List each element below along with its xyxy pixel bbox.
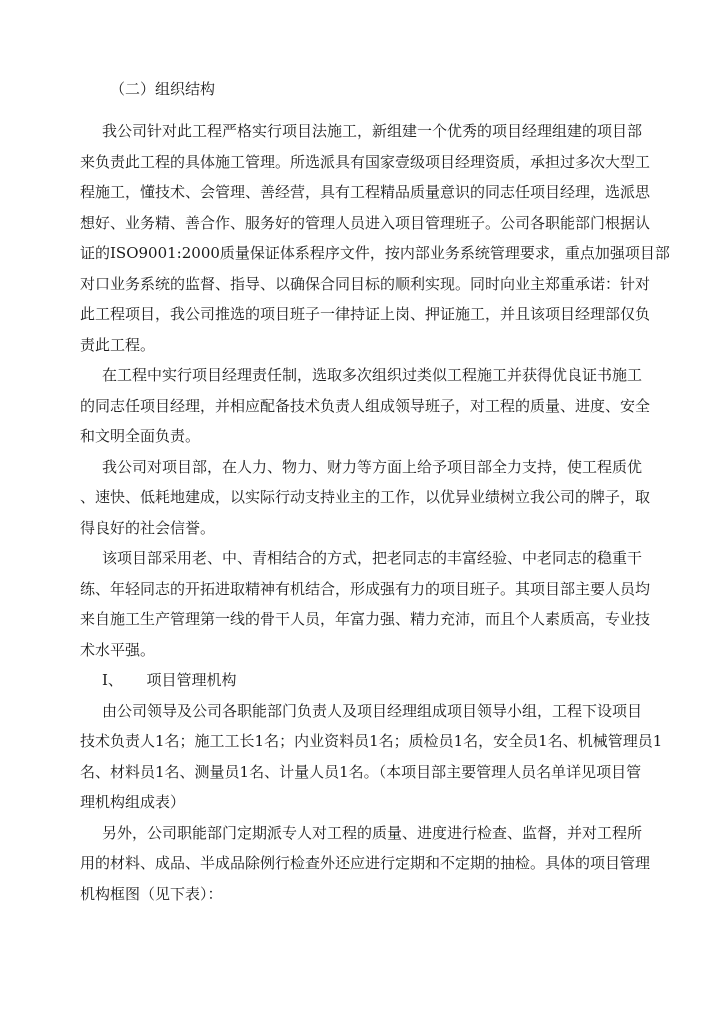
text-line: 、速快、低耗地建成，以实际行动支持业主的工作，以优异业绩树立我公司的牌子，取 — [80, 488, 651, 506]
text-line: 和文明全面负责。 — [80, 427, 201, 445]
sub-heading-title: 项目管理机构 — [146, 671, 237, 689]
text-line: 技术负责人1名；施工工长1名；内业资料员1名；质检员1名，安全员1名、机械管理员1 — [80, 732, 663, 750]
text-line: 我公司对项目部，在人力、物力、财力等方面上给予项目部全力支持，使工程质优 — [102, 457, 643, 476]
text-line: 练、年轻同志的开拓进取精神有机结合，形成强有力的项目班子。其项目部主要人员均 — [80, 579, 651, 598]
paragraph-3 — [80, 452, 651, 544]
text-line: 得良好的社会信誉。 — [80, 518, 216, 537]
text-line: 证的ISO9001:2000质量保证体系程序文件，按内部业务系统管理要求，重点加强项目部 — [80, 244, 670, 262]
text-line: 来负责此工程的具体施工管理。所选派具有国家壹级项目经理资质，承担过多次大型工 — [80, 152, 651, 171]
text-line: 的同志任项目经理，并相应配备技术负责人组成领导班子，对工程的质量、进度、安全 — [80, 396, 651, 415]
paragraph-5 — [80, 696, 663, 818]
text-line: 另外，公司职能部门定期派专人对工程的质量、进度进行检查、监督，并对工程所 — [102, 823, 643, 842]
text-line: 由公司领导及公司各职能部门负责人及项目经理组成项目领导小组，工程下设项目 — [102, 701, 643, 720]
text-line: 程施工，懂技术、会管理、善经营，具有工程精品质量意识的同志任项目经理，选派思 — [80, 183, 651, 201]
text-line: 术水平强。 — [80, 640, 156, 659]
text-line: 在工程中实行项目经理责任制，选取多次组织过类似工程施工并获得优良证书施工 — [102, 366, 643, 384]
text-line: 此工程项目，我公司推选的项目班子一律持证上岗、押证施工，并且该项目经理部仅负 — [80, 305, 651, 323]
sub-heading — [102, 665, 630, 696]
paragraph-2 — [80, 360, 651, 452]
text-line: 用的材料、成品、半成品除例行检查外还应进行定期和不定期的抽检。具体的项目管理 — [80, 854, 651, 872]
text-line: 机构框图（见下表）： — [80, 884, 223, 903]
text-line: 理机构组成表） — [80, 793, 186, 811]
text-line: 来自施工生产管理第一线的骨干人员，年富力强、精力充沛，而且个人素质高，专业技 — [80, 610, 651, 628]
text-line: 我公司针对此工程严格实行项目法施工，新组建一个优秀的项目经理组建的项目部 — [102, 122, 643, 140]
text-line: 该项目部采用老、中、青相结合的方式，把老同志的丰富经验、中老同志的稳重干 — [102, 549, 643, 567]
text-line: 责此工程。 — [80, 335, 156, 354]
text-line: 对口业务系统的监督、指导、以确保合同目标的顺利实现。同时向业主郑重承诺：针对 — [80, 274, 651, 293]
paragraph-4 — [80, 543, 651, 665]
paragraph-1 — [80, 116, 670, 360]
sub-heading-number: Ⅰ、 — [102, 671, 123, 689]
paragraph-6 — [80, 818, 651, 910]
text-line: 想好、业务精、善合作、服务好的管理人员进入项目管理班子。公司各职能部门根据认 — [80, 213, 651, 232]
text-line: 名、材料员1名、测量员1名、计量人员1名。（本项目部主要管理人员名单详见项目管 — [80, 762, 642, 781]
document-page — [80, 72, 670, 909]
section-title: （二）组织结构 — [110, 80, 216, 98]
